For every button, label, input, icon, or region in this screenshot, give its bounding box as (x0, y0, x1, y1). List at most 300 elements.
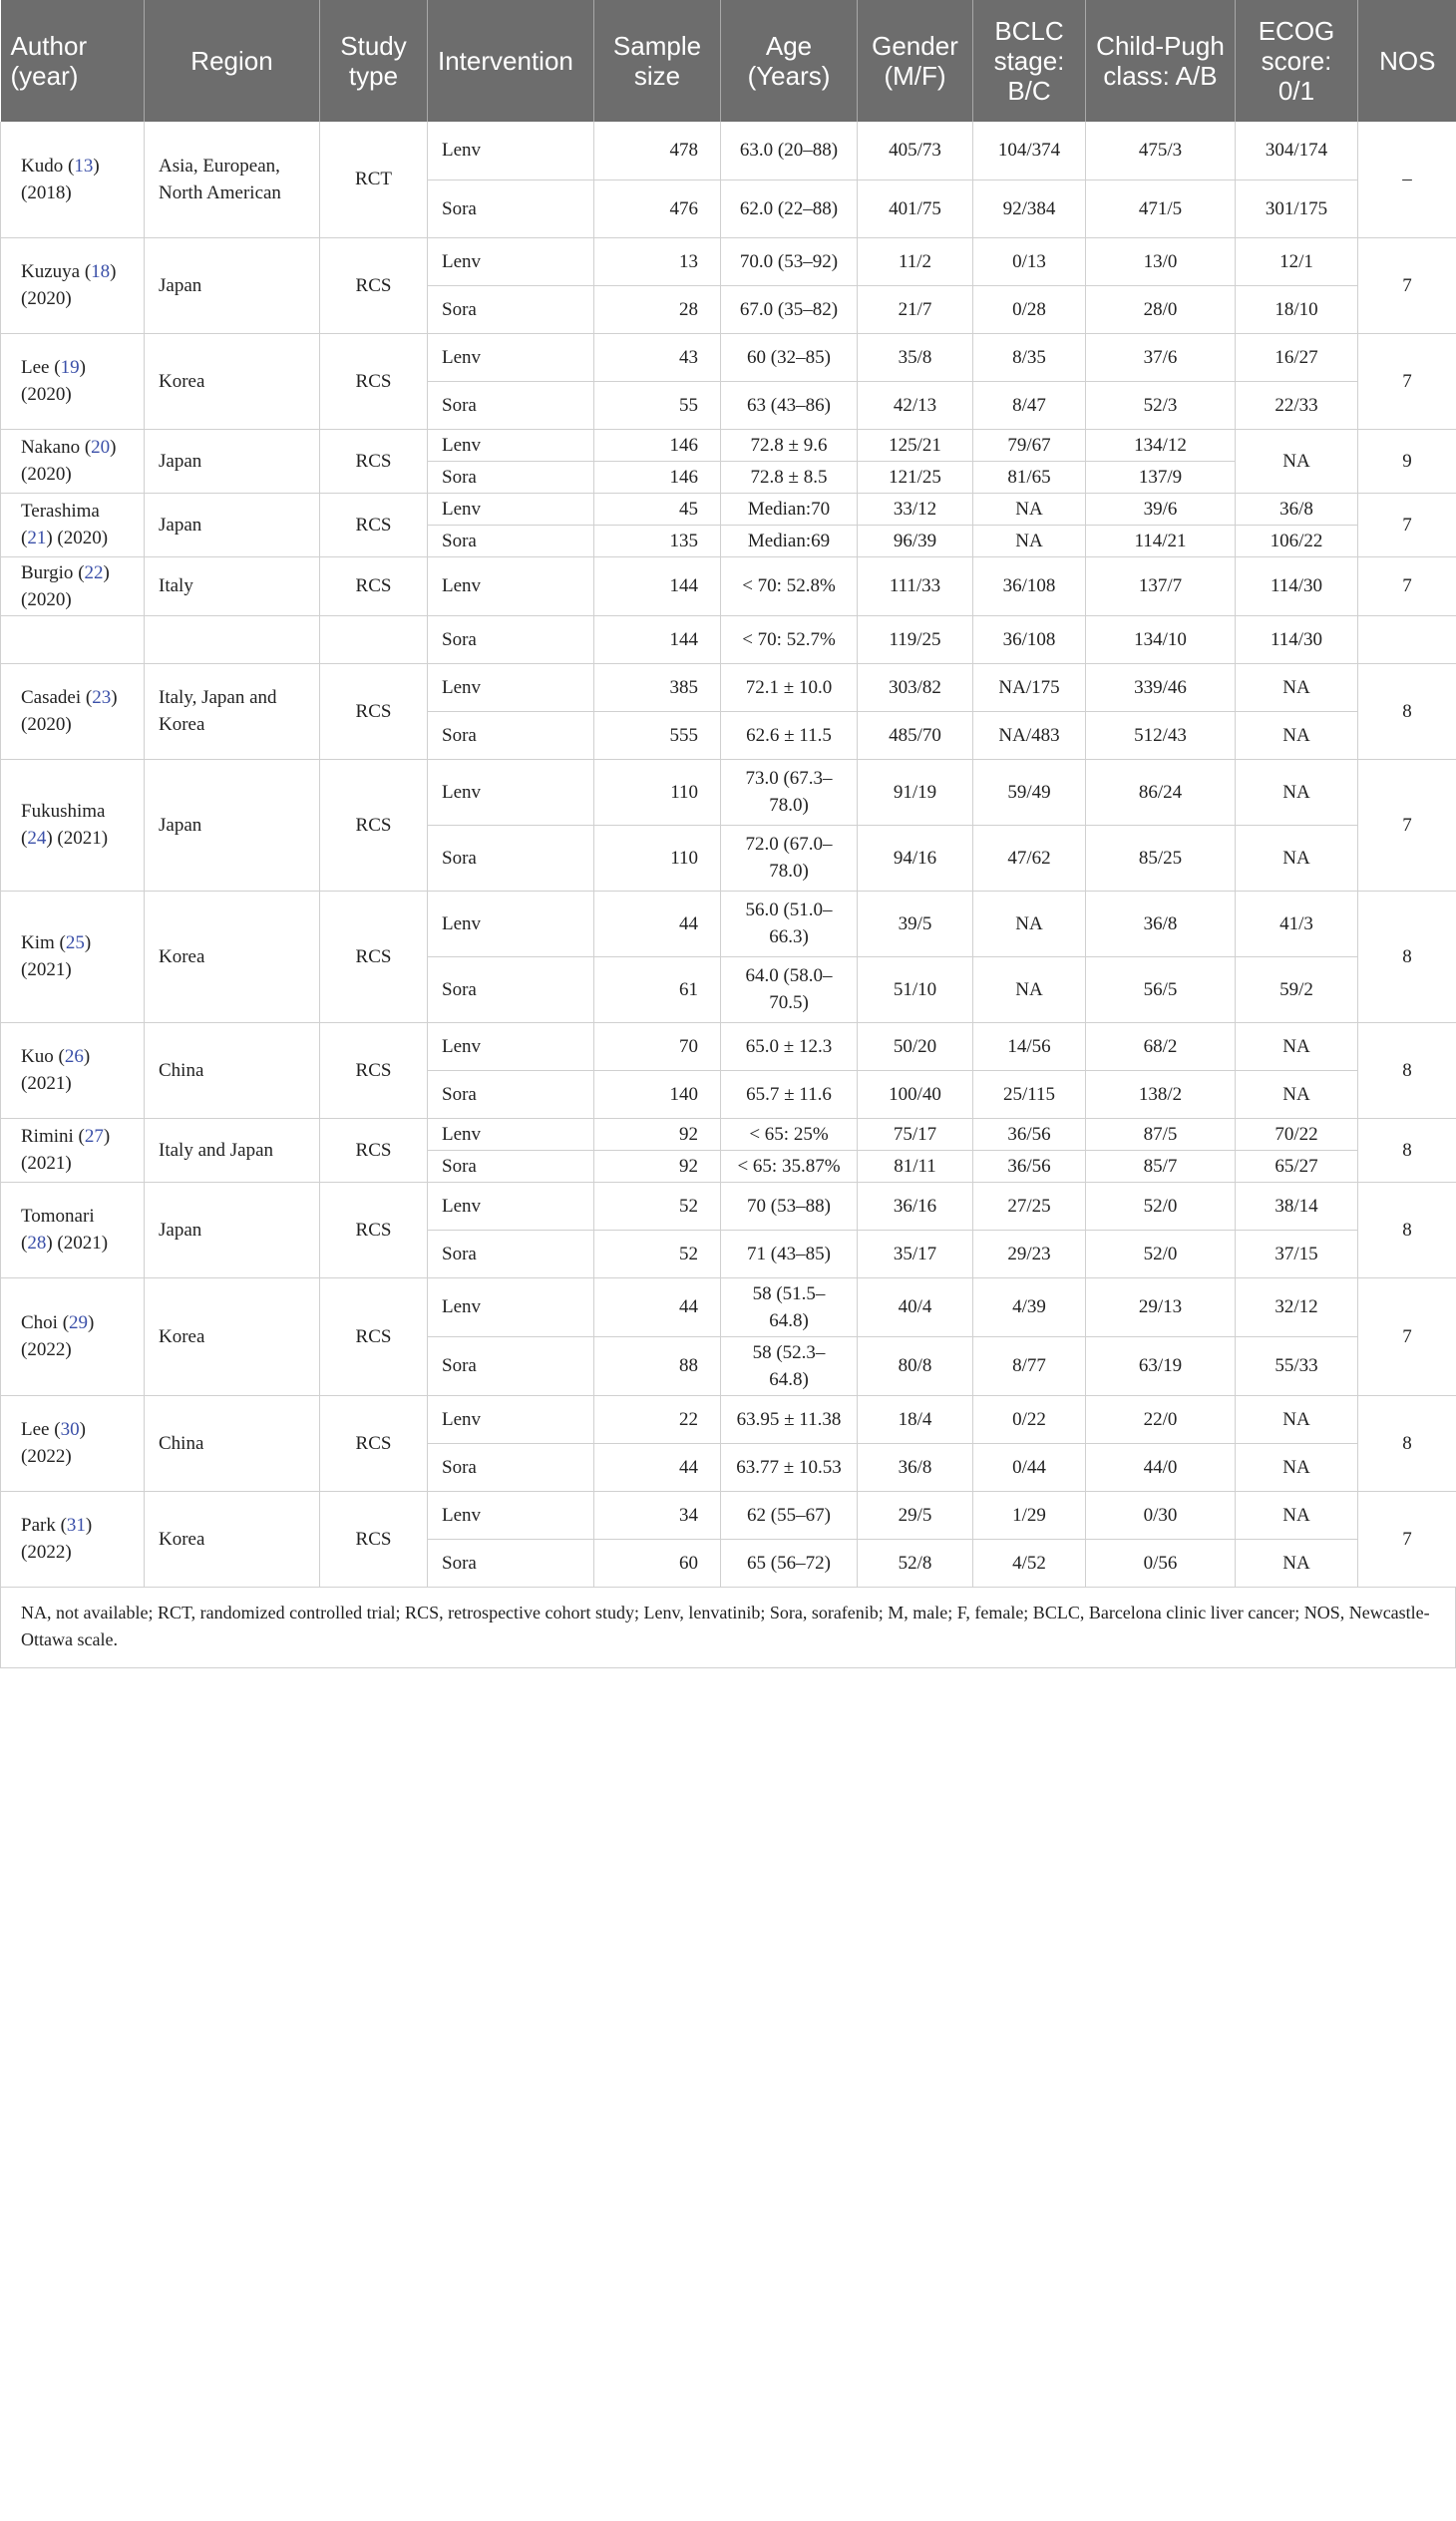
nos-cell: 7 (1358, 1491, 1456, 1587)
intervention-cell: Sora (428, 1150, 594, 1182)
age-cell: 62.6 ± 11.5 (721, 711, 858, 759)
ecog-cell: NA (1236, 825, 1358, 891)
sample-size-cell: 55 (594, 381, 721, 429)
reference-link[interactable]: 22 (84, 561, 104, 583)
ecog-cell: 22/33 (1236, 381, 1358, 429)
nos-cell: 8 (1358, 1395, 1456, 1491)
column-header: Region (145, 0, 320, 122)
gender-cell: 21/7 (858, 285, 973, 333)
child-pugh-cell: 29/13 (1086, 1277, 1236, 1336)
author-cell: Kim (25) (2021) (1, 891, 145, 1022)
bclc-cell: 29/23 (973, 1230, 1086, 1277)
region-cell: Korea (145, 891, 320, 1022)
table-row (1, 759, 1456, 825)
author-cell: Rimini (27) (2021) (1, 1118, 145, 1182)
author-cell: Park (31) (2022) (1, 1491, 145, 1587)
ecog-cell: NA (1236, 759, 1358, 825)
column-header: Child-Pugh class: A/B (1086, 0, 1236, 122)
intervention-cell: Lenv (428, 333, 594, 381)
age-cell: Median:70 (721, 493, 858, 525)
table-row (1, 1395, 1456, 1443)
ecog-cell: NA (1236, 1491, 1358, 1539)
author-name: Fukushima (21, 801, 106, 822)
nos-cell: 7 (1358, 493, 1456, 556)
gender-cell: 303/82 (858, 663, 973, 711)
intervention-cell: Sora (428, 285, 594, 333)
table-row (1, 122, 1456, 180)
study-type-cell: RCS (320, 493, 428, 556)
region-cell: Japan (145, 759, 320, 891)
table-row (1, 556, 1456, 615)
nos-cell: 8 (1358, 891, 1456, 1022)
bclc-cell: 14/56 (973, 1022, 1086, 1070)
intervention-cell: Lenv (428, 891, 594, 956)
intervention-cell: Lenv (428, 237, 594, 285)
intervention-cell: Lenv (428, 493, 594, 525)
age-cell: 56.0 (51.0–66.3) (721, 891, 858, 956)
ecog-cell: NA (1236, 663, 1358, 711)
age-cell: 64.0 (58.0–70.5) (721, 956, 858, 1022)
study-type-cell: RCS (320, 1491, 428, 1587)
bclc-cell: 0/22 (973, 1395, 1086, 1443)
nos-cell: 7 (1358, 759, 1456, 891)
intervention-cell: Lenv (428, 1118, 594, 1150)
study-type-cell: RCS (320, 891, 428, 1022)
bclc-cell: 27/25 (973, 1182, 1086, 1230)
gender-cell: 36/16 (858, 1182, 973, 1230)
reference-link[interactable]: 29 (69, 1312, 89, 1333)
author-name: Kudo (21, 155, 64, 177)
intervention-cell: Lenv (428, 1022, 594, 1070)
reference-link[interactable]: 28 (27, 1233, 47, 1254)
gender-cell: 50/20 (858, 1022, 973, 1070)
region-cell: Japan (145, 1182, 320, 1277)
bclc-cell: 0/44 (973, 1443, 1086, 1491)
study-year: (2020) (21, 288, 72, 309)
author-name: Rimini (21, 1126, 74, 1147)
table-row (1, 1491, 1456, 1539)
intervention-cell: Sora (428, 711, 594, 759)
study-year: (2021) (57, 828, 109, 849)
nos-cell: 8 (1358, 663, 1456, 759)
bclc-cell: 0/13 (973, 237, 1086, 285)
author-cell: Nakano (20) (2020) (1, 429, 145, 493)
intervention-cell: Lenv (428, 663, 594, 711)
study-type-cell: RCS (320, 759, 428, 891)
table-row (1, 615, 1456, 663)
bclc-cell: 8/47 (973, 381, 1086, 429)
child-pugh-cell: 137/7 (1086, 556, 1236, 615)
bclc-cell: NA (973, 891, 1086, 956)
intervention-cell: Lenv (428, 122, 594, 180)
author-cell: Kuo (26) (2021) (1, 1022, 145, 1118)
ecog-cell: 114/30 (1236, 556, 1358, 615)
ecog-cell: NA (1236, 1539, 1358, 1587)
gender-cell: 40/4 (858, 1277, 973, 1336)
author-cell: Casadei (23) (2020) (1, 663, 145, 759)
study-year: (2022) (21, 1446, 72, 1467)
bclc-cell: 4/52 (973, 1539, 1086, 1587)
gender-cell: 485/70 (858, 711, 973, 759)
reference-link[interactable]: 23 (92, 687, 112, 708)
sample-size-cell: 92 (594, 1150, 721, 1182)
study-year: (2022) (21, 1542, 72, 1563)
age-cell: 72.8 ± 8.5 (721, 461, 858, 493)
author-name: Terashima (21, 501, 100, 522)
study-type-cell: RCS (320, 1022, 428, 1118)
sample-size-cell: 34 (594, 1491, 721, 1539)
bclc-cell: 81/65 (973, 461, 1086, 493)
study-year: (2021) (21, 1073, 72, 1094)
age-cell: 63.95 ± 11.38 (721, 1395, 858, 1443)
nos-cell: 7 (1358, 333, 1456, 429)
gender-cell: 111/33 (858, 556, 973, 615)
gender-cell: 125/21 (858, 429, 973, 461)
bclc-cell: 25/115 (973, 1070, 1086, 1118)
table-row (1, 493, 1456, 525)
ecog-cell: 114/30 (1236, 615, 1358, 663)
table-header-row (1, 0, 1456, 122)
sample-size-cell: 478 (594, 122, 721, 180)
region-cell (145, 615, 320, 663)
sample-size-cell: 110 (594, 759, 721, 825)
child-pugh-cell: 37/6 (1086, 333, 1236, 381)
study-year: (2021) (21, 959, 72, 980)
intervention-cell: Lenv (428, 429, 594, 461)
intervention-cell: Lenv (428, 759, 594, 825)
bclc-cell: 92/384 (973, 180, 1086, 237)
child-pugh-cell: 56/5 (1086, 956, 1236, 1022)
author-cell: Lee (30) (2022) (1, 1395, 145, 1491)
ecog-cell: NA (1236, 1022, 1358, 1070)
bclc-cell: 104/374 (973, 122, 1086, 180)
bclc-cell: 36/56 (973, 1118, 1086, 1150)
intervention-cell: Sora (428, 180, 594, 237)
intervention-cell: Sora (428, 381, 594, 429)
intervention-cell: Lenv (428, 1182, 594, 1230)
sample-size-cell: 70 (594, 1022, 721, 1070)
region-cell: China (145, 1395, 320, 1491)
author-name: Lee (21, 357, 50, 378)
sample-size-cell: 110 (594, 825, 721, 891)
reference-link[interactable]: 30 (60, 1419, 80, 1440)
author-cell (1, 615, 145, 663)
bclc-cell: 36/108 (973, 556, 1086, 615)
intervention-cell: Sora (428, 525, 594, 556)
child-pugh-cell: 475/3 (1086, 122, 1236, 180)
age-cell: 58 (52.3–64.8) (721, 1336, 858, 1395)
region-cell: Italy, Japan and Korea (145, 663, 320, 759)
age-cell: 67.0 (35–82) (721, 285, 858, 333)
study-type-cell: RCS (320, 237, 428, 333)
reference-link[interactable]: 13 (74, 155, 94, 177)
table-row (1, 333, 1456, 381)
table-row (1, 891, 1456, 956)
ecog-cell: 37/15 (1236, 1230, 1358, 1277)
gender-cell: 119/25 (858, 615, 973, 663)
column-header: Intervention (428, 0, 594, 122)
intervention-cell: Sora (428, 956, 594, 1022)
age-cell: 63.0 (20–88) (721, 122, 858, 180)
author-cell: Tomonari (28) (2021) (1, 1182, 145, 1277)
table-row (1, 237, 1456, 285)
child-pugh-cell: 87/5 (1086, 1118, 1236, 1150)
child-pugh-cell: 134/10 (1086, 615, 1236, 663)
nos-cell: 8 (1358, 1182, 1456, 1277)
sample-size-cell: 61 (594, 956, 721, 1022)
ecog-cell: 106/22 (1236, 525, 1358, 556)
column-header: Author (year) (1, 0, 145, 122)
bclc-cell: 36/108 (973, 615, 1086, 663)
table-row (1, 1277, 1456, 1336)
author-name: Kuzuya (21, 261, 81, 282)
column-header: Sample size (594, 0, 721, 122)
ecog-cell: 16/27 (1236, 333, 1358, 381)
gender-cell: 11/2 (858, 237, 973, 285)
author-name: Burgio (21, 561, 74, 583)
child-pugh-cell: 52/3 (1086, 381, 1236, 429)
nos-cell: 9 (1358, 429, 1456, 493)
bclc-cell: 8/35 (973, 333, 1086, 381)
intervention-cell: Lenv (428, 1395, 594, 1443)
gender-cell: 121/25 (858, 461, 973, 493)
age-cell: 72.8 ± 9.6 (721, 429, 858, 461)
bclc-cell: NA (973, 525, 1086, 556)
child-pugh-cell: 114/21 (1086, 525, 1236, 556)
bclc-cell: NA/483 (973, 711, 1086, 759)
author-name: Tomonari (21, 1206, 95, 1227)
child-pugh-cell: 28/0 (1086, 285, 1236, 333)
author-cell: Lee (19) (2020) (1, 333, 145, 429)
gender-cell: 36/8 (858, 1443, 973, 1491)
gender-cell: 100/40 (858, 1070, 973, 1118)
ecog-cell: 301/175 (1236, 180, 1358, 237)
reference-link[interactable]: 21 (27, 528, 47, 548)
child-pugh-cell: 68/2 (1086, 1022, 1236, 1070)
child-pugh-cell: 0/30 (1086, 1491, 1236, 1539)
study-year: (2020) (21, 588, 72, 610)
nos-cell: 7 (1358, 1277, 1456, 1395)
reference-link[interactable]: 24 (27, 828, 47, 849)
region-cell: Italy (145, 556, 320, 615)
gender-cell: 29/5 (858, 1491, 973, 1539)
sample-size-cell: 92 (594, 1118, 721, 1150)
author-cell: Fukushima (24) (2021) (1, 759, 145, 891)
sample-size-cell: 555 (594, 711, 721, 759)
gender-cell: 405/73 (858, 122, 973, 180)
age-cell: < 70: 52.8% (721, 556, 858, 615)
author-cell: Kudo (13) (2018) (1, 122, 145, 237)
ecog-cell: 18/10 (1236, 285, 1358, 333)
sample-size-cell: 135 (594, 525, 721, 556)
column-header: ECOG score: 0/1 (1236, 0, 1358, 122)
gender-cell: 52/8 (858, 1539, 973, 1587)
age-cell: 63.77 ± 10.53 (721, 1443, 858, 1491)
study-type-cell: RCS (320, 1182, 428, 1277)
bclc-cell: 0/28 (973, 285, 1086, 333)
child-pugh-cell: 471/5 (1086, 180, 1236, 237)
bclc-cell: 47/62 (973, 825, 1086, 891)
age-cell: 58 (51.5–64.8) (721, 1277, 858, 1336)
author-name: Park (21, 1515, 56, 1536)
child-pugh-cell: 0/56 (1086, 1539, 1236, 1587)
child-pugh-cell: 85/25 (1086, 825, 1236, 891)
gender-cell: 81/11 (858, 1150, 973, 1182)
study-type-cell: RCS (320, 333, 428, 429)
intervention-cell: Sora (428, 1070, 594, 1118)
ecog-cell: NA (1236, 1395, 1358, 1443)
study-year: (2020) (21, 464, 72, 485)
child-pugh-cell: 339/46 (1086, 663, 1236, 711)
child-pugh-cell: 138/2 (1086, 1070, 1236, 1118)
gender-cell: 39/5 (858, 891, 973, 956)
bclc-cell: 59/49 (973, 759, 1086, 825)
age-cell: < 70: 52.7% (721, 615, 858, 663)
region-cell: Japan (145, 493, 320, 556)
sample-size-cell: 60 (594, 1539, 721, 1587)
gender-cell: 94/16 (858, 825, 973, 891)
gender-cell: 18/4 (858, 1395, 973, 1443)
age-cell: 65 (56–72) (721, 1539, 858, 1587)
intervention-cell: Lenv (428, 1491, 594, 1539)
child-pugh-cell: 36/8 (1086, 891, 1236, 956)
author-name: Nakano (21, 437, 81, 458)
author-name: Kuo (21, 1046, 54, 1067)
region-cell: Korea (145, 1491, 320, 1587)
bclc-cell: NA (973, 956, 1086, 1022)
reference-link[interactable]: 25 (65, 932, 85, 953)
study-year: (2022) (21, 1339, 72, 1360)
author-name: Choi (21, 1312, 58, 1333)
region-cell: Japan (145, 429, 320, 493)
gender-cell: 401/75 (858, 180, 973, 237)
age-cell: 63 (43–86) (721, 381, 858, 429)
reference-link[interactable]: 18 (91, 261, 111, 282)
reference-link[interactable]: 20 (91, 437, 111, 458)
study-type-cell: RCS (320, 663, 428, 759)
bclc-cell: 1/29 (973, 1491, 1086, 1539)
sample-size-cell: 144 (594, 556, 721, 615)
gender-cell: 35/17 (858, 1230, 973, 1277)
gender-cell: 33/12 (858, 493, 973, 525)
sample-size-cell: 144 (594, 615, 721, 663)
child-pugh-cell: 52/0 (1086, 1230, 1236, 1277)
sample-size-cell: 476 (594, 180, 721, 237)
child-pugh-cell: 512/43 (1086, 711, 1236, 759)
ecog-cell: NA (1236, 1443, 1358, 1491)
ecog-cell: NA (1236, 711, 1358, 759)
sample-size-cell: 22 (594, 1395, 721, 1443)
intervention-cell: Sora (428, 1230, 594, 1277)
sample-size-cell: 43 (594, 333, 721, 381)
nos-cell: 7 (1358, 237, 1456, 333)
ecog-cell: 59/2 (1236, 956, 1358, 1022)
study-type-cell: RCT (320, 122, 428, 237)
study-type-cell: RCS (320, 429, 428, 493)
child-pugh-cell: 52/0 (1086, 1182, 1236, 1230)
bclc-cell: 36/56 (973, 1150, 1086, 1182)
bclc-cell: 4/39 (973, 1277, 1086, 1336)
age-cell: 60 (32–85) (721, 333, 858, 381)
child-pugh-cell: 22/0 (1086, 1395, 1236, 1443)
region-cell: Asia, European, North American (145, 122, 320, 237)
age-cell: 72.0 (67.0–78.0) (721, 825, 858, 891)
table-row (1, 663, 1456, 711)
study-year: (2021) (21, 1153, 72, 1174)
age-cell: 62.0 (22–88) (721, 180, 858, 237)
gender-cell: 75/17 (858, 1118, 973, 1150)
age-cell: 65.7 ± 11.6 (721, 1070, 858, 1118)
age-cell: 70.0 (53–92) (721, 237, 858, 285)
nos-cell: – (1358, 122, 1456, 237)
region-cell: Italy and Japan (145, 1118, 320, 1182)
age-cell: 73.0 (67.3–78.0) (721, 759, 858, 825)
study-type-cell: RCS (320, 1118, 428, 1182)
gender-cell: 42/13 (858, 381, 973, 429)
nos-cell (1358, 615, 1456, 663)
age-cell: 72.1 ± 10.0 (721, 663, 858, 711)
author-name: Kim (21, 932, 55, 953)
reference-link[interactable]: 26 (64, 1046, 84, 1067)
sample-size-cell: 385 (594, 663, 721, 711)
bclc-cell: 79/67 (973, 429, 1086, 461)
child-pugh-cell: 134/12 (1086, 429, 1236, 461)
sample-size-cell: 13 (594, 237, 721, 285)
region-cell: Korea (145, 333, 320, 429)
gender-cell: 91/19 (858, 759, 973, 825)
ecog-cell: 41/3 (1236, 891, 1358, 956)
nos-cell: 8 (1358, 1118, 1456, 1182)
author-cell: Terashima (21) (2020) (1, 493, 145, 556)
table-row (1, 1022, 1456, 1070)
reference-link[interactable]: 19 (60, 357, 80, 378)
table-row (1, 429, 1456, 461)
child-pugh-cell: 85/7 (1086, 1150, 1236, 1182)
sample-size-cell: 45 (594, 493, 721, 525)
intervention-cell: Sora (428, 825, 594, 891)
nos-cell: 8 (1358, 1022, 1456, 1118)
column-header: Age (Years) (721, 0, 858, 122)
bclc-cell: NA (973, 493, 1086, 525)
sample-size-cell: 28 (594, 285, 721, 333)
author-cell: Choi (29) (2022) (1, 1277, 145, 1395)
ecog-cell: 55/33 (1236, 1336, 1358, 1395)
intervention-cell: Sora (428, 1336, 594, 1395)
ecog-cell: 12/1 (1236, 237, 1358, 285)
nos-cell: 7 (1358, 556, 1456, 615)
gender-cell: 96/39 (858, 525, 973, 556)
sample-size-cell: 146 (594, 429, 721, 461)
study-type-cell: RCS (320, 1277, 428, 1395)
sample-size-cell: 52 (594, 1182, 721, 1230)
study-year: (2020) (21, 714, 72, 735)
ecog-cell: 65/27 (1236, 1150, 1358, 1182)
reference-link[interactable]: 27 (84, 1126, 104, 1147)
ecog-cell: NA (1236, 1070, 1358, 1118)
age-cell: Median:69 (721, 525, 858, 556)
column-header: NOS (1358, 0, 1456, 122)
sample-size-cell: 88 (594, 1336, 721, 1395)
intervention-cell: Sora (428, 615, 594, 663)
reference-link[interactable]: 31 (66, 1515, 86, 1536)
child-pugh-cell: 86/24 (1086, 759, 1236, 825)
table-footnote: NA, not available; RCT, randomized controlled trial; RCS, retrospective cohort study; Lenv, lenvatinib; Sora, sorafenib; M, male; F, female; BCLC, Barcelona clinic liver cancer; NOS, Newcastle-Ottawa scale. (0, 1588, 1456, 1668)
sample-size-cell: 44 (594, 891, 721, 956)
author-cell: Kuzuya (18) (2020) (1, 237, 145, 333)
child-pugh-cell: 39/6 (1086, 493, 1236, 525)
sample-size-cell: 44 (594, 1277, 721, 1336)
bclc-cell: 8/77 (973, 1336, 1086, 1395)
